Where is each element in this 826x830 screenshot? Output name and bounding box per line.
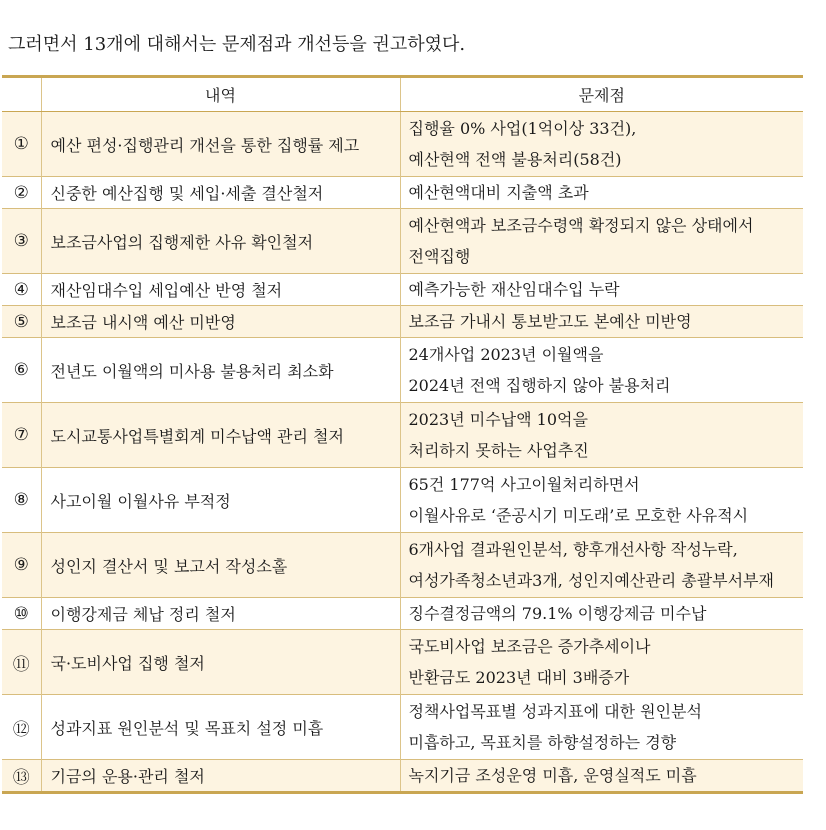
row-item: 사고이월 이월사유 부적정 bbox=[41, 468, 400, 533]
issue-line: 65건 177억 사고이월처리하면서 bbox=[408, 475, 640, 494]
table-row bbox=[2, 468, 803, 533]
issue-line: 처리하지 못하는 사업추진 bbox=[408, 441, 589, 460]
header-issue: 문제점 bbox=[400, 77, 803, 112]
issue-line: 예산현액대비 지출액 초과 bbox=[408, 183, 589, 202]
recommendations-table bbox=[2, 75, 803, 794]
table-row bbox=[2, 177, 803, 209]
intro-text: 그러면서 13개에 대해서는 문제점과 개선등을 권고하였다. bbox=[8, 34, 466, 55]
row-item: 도시교통사업특별회계 미수납액 관리 철저 bbox=[41, 403, 400, 468]
row-number: ⑥ bbox=[13, 360, 29, 380]
header-number bbox=[2, 77, 41, 112]
issue-line: 집행율 0% 사업(1억이상 33건), bbox=[408, 119, 637, 138]
table-row bbox=[2, 338, 803, 403]
row-item: 이행강제금 체납 정리 철저 bbox=[41, 598, 400, 630]
row-issue bbox=[400, 598, 803, 630]
header-item: 내역 bbox=[41, 77, 400, 112]
row-item: 성인지 결산서 및 보고서 작성소홀 bbox=[41, 533, 400, 598]
issue-line: 예산현액과 보조금수령액 확정되지 않은 상태에서 bbox=[408, 216, 754, 235]
row-item: 기금의 운용·관리 철저 bbox=[41, 760, 400, 793]
row-issue bbox=[400, 338, 803, 403]
row-number: ⑩ bbox=[13, 603, 29, 624]
issue-line: 예산현액 전액 불용처리(58건) bbox=[408, 150, 622, 169]
issue-line: 24개사업 2023년 이월액을 bbox=[408, 345, 604, 364]
issue-line: 2023년 미수납액 10억을 bbox=[408, 410, 588, 429]
table-row bbox=[2, 695, 803, 760]
issue-line: 여성가족청소년과3개, 성인지예산관리 총괄부서부재 bbox=[408, 571, 774, 590]
row-item: 성과지표 원인분석 및 목표치 설정 미흡 bbox=[41, 695, 400, 760]
row-number: ③ bbox=[13, 231, 29, 251]
row-number: ② bbox=[13, 182, 29, 203]
row-number: ④ bbox=[13, 279, 29, 300]
row-item: 예산 편성·집행관리 개선을 통한 집행률 제고 bbox=[41, 112, 400, 177]
row-item: 재산임대수입 세입예산 반영 철저 bbox=[41, 274, 400, 306]
row-issue bbox=[400, 695, 803, 760]
table-row bbox=[2, 306, 803, 338]
table-row bbox=[2, 403, 803, 468]
issue-line: 징수결정금액의 79.1% 이행강제금 미수납 bbox=[408, 604, 707, 623]
row-number: ⑧ bbox=[13, 490, 29, 510]
table-row bbox=[2, 630, 803, 695]
issue-line: 국도비사업 보조금은 증가추세이나 bbox=[408, 637, 651, 656]
row-issue bbox=[400, 274, 803, 306]
issue-line: 녹지기금 조성운영 미흡, 운영실적도 미흡 bbox=[408, 766, 697, 785]
row-item: 신중한 예산집행 및 세입·세출 결산철저 bbox=[41, 177, 400, 209]
table-row bbox=[2, 533, 803, 598]
row-issue bbox=[400, 760, 803, 793]
row-number: ⑫ bbox=[12, 719, 30, 740]
issue-line: 정책사업목표별 성과지표에 대한 원인분석 bbox=[408, 702, 702, 721]
row-item: 보조금 내시액 예산 미반영 bbox=[41, 306, 400, 338]
table-header-row bbox=[2, 77, 803, 112]
row-issue bbox=[400, 468, 803, 533]
row-number: ① bbox=[13, 134, 29, 154]
issue-line: 6개사업 결과원인분석, 향후개선사항 작성누락, bbox=[408, 540, 738, 559]
table-row bbox=[2, 760, 803, 793]
row-number: ⑬ bbox=[12, 768, 30, 788]
row-issue bbox=[400, 306, 803, 338]
table-row bbox=[2, 598, 803, 630]
row-number: ⑦ bbox=[13, 425, 29, 445]
row-issue bbox=[400, 209, 803, 274]
issue-line: 이월사유로 ‘준공시기 미도래’로 모호한 사유적시 bbox=[408, 506, 749, 525]
issue-line: 전액집행 bbox=[408, 247, 471, 266]
row-number: ⑤ bbox=[13, 311, 29, 332]
row-item: 국·도비사업 집행 철저 bbox=[41, 630, 400, 695]
issue-line: 반환금도 2023년 대비 3배증가 bbox=[408, 668, 630, 687]
table-row bbox=[2, 112, 803, 177]
row-issue bbox=[400, 177, 803, 209]
table-row bbox=[2, 274, 803, 306]
row-issue bbox=[400, 630, 803, 695]
issue-line: 예측가능한 재산임대수입 누락 bbox=[408, 280, 620, 299]
table-row bbox=[2, 209, 803, 274]
row-item: 보조금사업의 집행제한 사유 확인철저 bbox=[41, 209, 400, 274]
row-item: 전년도 이월액의 미사용 불용처리 최소화 bbox=[41, 338, 400, 403]
issue-line: 미흡하고, 목표치를 하향설정하는 경향 bbox=[408, 733, 677, 752]
issue-line: 보조금 가내시 통보받고도 본예산 미반영 bbox=[408, 312, 692, 331]
row-issue bbox=[400, 533, 803, 598]
row-issue bbox=[400, 112, 803, 177]
issue-line: 2024년 전액 집행하지 않아 불용처리 bbox=[408, 376, 671, 395]
row-number: ⑪ bbox=[12, 654, 30, 675]
row-issue bbox=[400, 403, 803, 468]
row-number: ⑨ bbox=[13, 555, 29, 575]
